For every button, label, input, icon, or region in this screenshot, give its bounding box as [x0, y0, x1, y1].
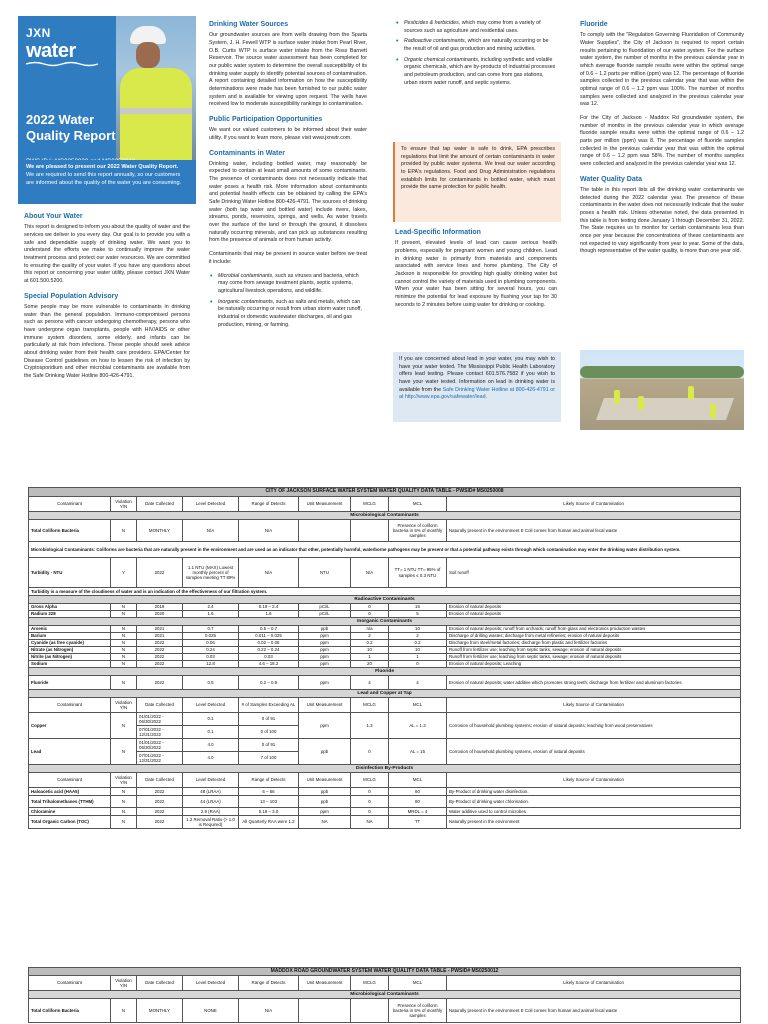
- table-row: Arsenic N 2021 0.7 0.5 – 0.7 ppb n/a 10 Erosion of natural deposits; runoff from orchards; runoff from glass and electronics production wastes: [29, 626, 741, 633]
- about-heading: About Your Water: [24, 213, 83, 220]
- lead-testing-callout: If you are concerned about lead in your water, you may wish to have your water tested. The Mississippi Public Health Laboratory offers lead testing. Please contact 601.576.7582 if you wish to have your water tested. Information on lead in drinking water is available from the Safe Drinking Water Hotline at 800-426-4791 or at http://www.epa.gov/safewater/lead.: [393, 352, 561, 422]
- table-section-row: Radioactive Contaminants: [29, 596, 741, 604]
- list-item: • Radioactive contaminants, which are naturally occurring or be the result of oil and gas production and mining activities.: [395, 38, 557, 53]
- groundwater-quality-table: [28, 967, 741, 1023]
- participation-heading: Public Participation Opportunities: [209, 115, 323, 123]
- contaminants-body: Drinking water, including bottled water, may reasonably be expected to contain at least small amounts of some contaminants. The presence of contaminants does not necessarily indicate that water poses a health risk. More information about contaminants and potential health effects can be obtained by calling the EPA's Safe Drinking Water Hotline 800-426-4791. The sources of drinking water (both tap water and bottled water) include rivers, lakes, streams, ponds, reservoirs, springs, and wells. As water travels over the surface of the land or through the ground, it dissolves naturally occurring minerals, and can pick up substances resulting from the presence of animals or from human activity.: [209, 160, 367, 244]
- table-row: Turbidity - NTU Y 2022 1.1 NTU (MAX) Lowest monthly percent of samples meeting TT 89% N/A NTU N/A TT= 1 NTU TT= 95% of samples ≤ 0.3 NTU Soil runoff: [29, 558, 741, 588]
- epa-callout-box: To ensure that tap water is safe to drink, EPA prescribes regulations that limit the amount of certain contaminants in water provided by public water systems. We treat our water according to EPA's regulations. Food and Drug Administration regulations establish limits for contaminants in bottled water, which must provide the same protection for public health.: [393, 142, 561, 222]
- hotline-link[interactable]: Safe Drinking Water Hotline at 800-426-4791 or at http://www.epa.gov/safewater/lead.: [399, 386, 555, 401]
- table-row: Total Trihalomethanes (TTHM) N 2022 44 (LRAA) 13 – 103 ppb 0 80 By-Product of drinking water chlorination.: [29, 796, 741, 808]
- table-row: Chloramine N 2022 2.9 (RAA) 0.18 – 3.0 ppm 0 MRDL = 4 Water additive used to control microbes: [29, 808, 741, 816]
- fluoride-body-1: To comply with the "Regulation Governing Fluoridation of Community Water Supplies", the City of Jackson is required to report certain results pertaining to fluoridation of our water system. For the surface water system, the number of months in the previous calendar year in which average fluoride sample results were within the optimal range of 0.6 – 1.2 parts per million (ppm) was 12. The percentage of fluoride samples collected in the previous calendar year that was within the optimal range of 0.6 – 1.2 ppm was 100%. The number of months samples were collected and analyzed in the previous calendar year was 12.: [580, 32, 744, 108]
- table-section-row: Lead and Copper at Tap: [29, 690, 741, 698]
- contaminants-heading: Contaminants in Water: [209, 149, 285, 157]
- list-item: • Microbial contaminants, such as viruses and bacteria, which may come from sewage treatment plants, septic systems, agricultural livestock operations, and wildlife.: [209, 273, 367, 296]
- column-4: [580, 20, 744, 262]
- table-section-row: Fluoride: [29, 668, 741, 676]
- lead-body: If present, elevated levels of lead can cause serious health problems, especially for pregnant women and young children. Lead in drinking water is primarily from materials and components associated with service lines and home plumbing. The City of Jackson is responsible for providing high quality drinking water but cannot control the variety of materials used in plumbing components. When your water has been sitting for several hours, you can minimize the potential for lead exposure by flushing your tap for 30 seconds to 2 minutes before using water for drinking or cooking.: [395, 240, 557, 308]
- report-title: 2022 Water Quality Report: [26, 112, 116, 143]
- table-row: Total Organic Carbon (TOC) N 2022 1.2 Removal Ratio (> 1.0 is Required) All Quarterly RAA were 1.2 NA NA TT Naturally present in the environment: [29, 816, 741, 829]
- table-row: Cyanide (as free cyanide) N 2022 0.06 0.02 – 0.06 ppm 0.2 0.2 Discharge from steel/metal factories; discharge from plastic and fertilizer factories: [29, 640, 741, 647]
- construction-photo: [580, 350, 744, 430]
- table-row: Sodium N 2022 12.8 4.6 – 18.2 ppm 20 0 Erosion of natural deposits; Leaching: [29, 661, 741, 668]
- table-header-row: Contaminant Violation Y/N Date Collected Level Detected Range of Detects Unit Measurement MCLG MCL Likely Source of Contamination: [29, 773, 741, 788]
- logo-jxn-text: JXN: [26, 26, 51, 40]
- table-row: Copper N 01/01/2022 - 06/30/2022 0.1 0 of 91 ppm 1.3 AL = 1.3 Corrosion of household plumbing systems; erosion of natural deposits; leaching from wood preservatives: [29, 713, 741, 726]
- table-header-row: Contaminant Violation Y/N Date Collected Level Detected Range of Detects Unit Measurement MCLG MCL Likely Source of Contamination: [29, 976, 741, 991]
- wq-data-heading: Water Quality Data: [580, 175, 642, 183]
- table-row: Radium 228 N 2020 1.6 1.6 pCi/L 0 5 Erosion of natural deposits: [29, 611, 741, 618]
- lead-section: [395, 228, 557, 315]
- table-note-row: Microbiological Contaminants: Coliforms are bacteria that are naturally present in the environment and are used as an indicator that other, potentially harmful, waterborne pathogens may be present or that a potential pathway exists through which contamination may enter the drinking water distribution system.: [29, 542, 741, 558]
- fluoride-heading: Fluoride: [580, 21, 608, 28]
- special-heading: Special Population Advisory: [24, 292, 119, 300]
- intro-band: We are pleased to present our 2022 Water Quality Report. We are required to send this report annually, so our customers are informed about the quality of the water you are consuming.: [18, 160, 196, 204]
- table-row: Haloacetic acid (HAA5) N 2022 48 (LRAA) 6 – 56 ppb 0 60 By-Product of drinking water disinfection.: [29, 788, 741, 796]
- special-body: Some people may be more vulnerable to contaminants in drinking water than the general population. Immuno-compromised persons such as persons with cancer undergoing chemotherapy, persons who have undergone organ transplants, people with HIV/AIDS or other immune system disorders, some elderly, and infants can be particularly at risk from infections. These people should seek advice about drinking water from their health care providers. EPA/Center for Disease Control guidelines on how to lessen the risk of infection by Cryptosporidium and other microbial contaminants are available from the Safe Drinking Water Hotline 800-426-4791.: [24, 303, 190, 379]
- table-note-row: Turbidity is a measure of the cloudiness of water and is an indication of the effectiveness of our filtration system.: [29, 588, 741, 596]
- column-2: [209, 20, 367, 335]
- table-row: Total Coliform Bacteria N MONTHLY N/A N/A Presence of coliform bacteria in 5% of monthly samples Naturally present in the environment E Coli comes from human and animal fecal waste: [29, 520, 741, 542]
- sources-heading: Drinking Water Sources: [209, 21, 289, 28]
- list-item: • Pesticides & herbicides, which may come from a variety of sources such as agriculture and residential uses.: [395, 20, 557, 35]
- fluoride-body-2: For the City of Jackson - Maddox Rd groundwater system, the number of months in the previous calendar year in which average fluoride sample results were within the optimal range of 0.6 – 1.2 parts per million (ppm) was 8. The percentage of fluoride samples collected in the previous calendar year that was within the optimal range of 0.6 – 1.2 ppm was 58%. The number of months samples were collected and analyzed in the previous calendar year was 12.: [580, 114, 744, 167]
- logo-water-text: water: [26, 40, 76, 62]
- table-section-row: Inorganic Contaminants: [29, 618, 741, 626]
- column-3: [395, 20, 557, 93]
- logo-wave-icon: [26, 61, 98, 67]
- lead-heading: Lead-Specific Information: [395, 229, 481, 236]
- table-title-row: MADDOX ROAD GROUNDWATER SYSTEM WATER QUALITY DATA TABLE - PWSID# MS0250012: [29, 968, 741, 976]
- surface-water-quality-table: [28, 487, 741, 829]
- table-row: 07/01/2022 - 12/31/2022 4.0 7 of 100: [29, 752, 741, 765]
- participation-body: We want our valued customers to be informed about their water utility. If you want to learn more, please visit www.jxnwtr.com.: [209, 127, 367, 141]
- contaminants-list: [209, 273, 367, 330]
- table-row: Fluoride N 2022 0.5 0.2 – 0.9 ppm 4 4 Erosion of natural deposits; water additive which promotes strong teeth; discharge from fertilizer and aluminum factories: [29, 676, 741, 690]
- contaminants-list-continued: [395, 20, 557, 87]
- table-section-row: Disinfection By-Products: [29, 765, 741, 773]
- about-body: This report is designed to inform you about the quality of water and the services we deliver to you every day. Our goal is to provide you with a safe and dependable supply of drinking water. We want you to understand the efforts we make to continually improve the water treatment process and protect our water resources. We are committed to ensuring the quality of your water. If you have any questions about this report or concerning your water utility, please contact JXN Water at 601.500.5200.: [24, 224, 190, 284]
- table-row: Gross Alpha N 2019 2.4 0.19 – 2.4 pCi/L 0 15 Erosion of natural deposits: [29, 604, 741, 611]
- table-row: Nitrate (as Nitrogen) N 2022 0.24 0.22 – 0.24 ppm 10 10 Runoff from fertilizer use; leaching from septic tanks, sewage; erosion of natural deposits: [29, 647, 741, 654]
- table-row: Lead N 01/01/2022 - 06/30/2022 4.0 0 of 91 ppb 0 AL = 15 Corrosion of household plumbing systems, erosion of natural deposits: [29, 739, 741, 752]
- list-item: • Organic chemical contaminants, including synthetic and volatile organic chemicals, which are by-products of industrial processes and petroleum production, and can come from gas stations, urban storm water runoff, and septic systems.: [395, 57, 557, 88]
- table-header-row: Contaminant Violation Y/N Date Collected Level Detected Range of Detects Unit Measurement MCLG MCL Likely Source of Contamination: [29, 497, 741, 512]
- table-row: 07/01/2022 - 12/31/2022 0.1 0 of 100: [29, 726, 741, 739]
- table-title-row: CITY OF JACKSON SURFACE WATER SYSTEM WATER QUALITY DATA TABLE - PWSID# MS0250008: [29, 488, 741, 497]
- table-section-row: Microbiological Contaminants: [29, 512, 741, 520]
- table-row: Total Coliform Bacteria N MONTHLY NONE N/A Presence of coliform bacteria in 5% of monthly samples Naturally present in the environment E Coli comes from human and animal fecal waste: [29, 999, 741, 1023]
- list-item: • Inorganic contaminants, such as salts and metals, which can be naturally occurring or result from urban storm water runoff, industrial or domestic wastewater discharges, oil and gas production, mining, or farming.: [209, 299, 367, 330]
- table-row: Barium N 2021 0.025 0.011 – 0.025 ppm 2 2 Discharge of drilling wastes; discharge from metal refineries; erosion of natural deposits: [29, 633, 741, 640]
- table-row: Nitrite (as Nitrogen) N 2022 0.03 0.03 ppm 1 1 Runoff from fertilizer use; leaching from septic tanks, sewage; erosion of natural deposits: [29, 654, 741, 661]
- table-header-row: Contaminant Violation Y/N Date Collected Level Detected # of Samples Exceeding AL Unit Measurement MCLG MCL Likely Source of Contamination: [29, 698, 741, 713]
- table-section-row: Microbiological Contaminants: [29, 991, 741, 999]
- wq-data-body: The table in this report lists all the drinking water contaminants we detected during the 2022 calendar year. The presence of these contaminants in the water does not necessarily indicate that the water poses a health risk. Unless otherwise noted, the data presented in this table is from testing done January 1 through December 31, 2022. The State requires us to monitor for certain contaminants less than once per year because the concentrations of these contaminants are not expected to vary significantly from year to year. Some of the data, though representative of the water quality, is more than one year old.: [580, 186, 744, 255]
- sources-body: Our groundwater sources are from wells drawing from the Sparta System, J. H. Fewell WTP is surface water intake from Pearl River, O.B. Curtis WTP is surface water intake from the Ross Barnett Reservoir. The source water assessment has been completed for our public water system to determine the overall susceptibility of its drinking water supply to identify potential sources of contamination. A report containing detailed information on how the susceptibility determinations were made has been furnished to our public water system and is available for viewing upon request. The wells have received low to moderate susceptibility rankings to contamination.: [209, 32, 367, 108]
- column-1: [24, 212, 190, 387]
- contaminants-lead-in: Contaminants that may be present in source water before we treat it include:: [209, 251, 367, 265]
